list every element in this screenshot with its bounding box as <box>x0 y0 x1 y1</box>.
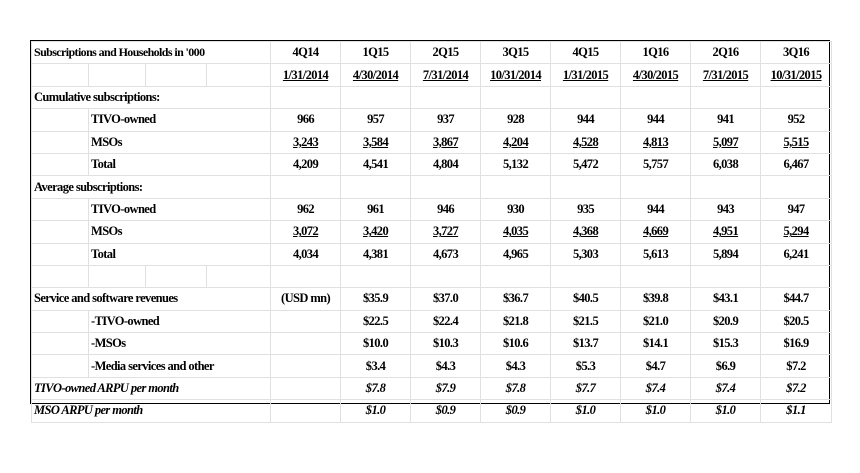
empty-cell <box>481 176 551 198</box>
data-row <box>32 153 832 175</box>
date-header: 10/31/2015 <box>761 64 832 86</box>
value-cell: 5,097 <box>691 131 761 153</box>
revenue-row <box>32 288 832 310</box>
breakdown-value: $16.9 <box>761 333 832 355</box>
value-cell: 5,894 <box>691 243 761 265</box>
value-cell: 952 <box>761 109 832 131</box>
date-header: 1/31/2015 <box>551 64 621 86</box>
value-cell: 4,813 <box>621 131 691 153</box>
revenue-value: $39.8 <box>621 288 691 310</box>
value-cell: 5,472 <box>551 153 621 175</box>
value-cell: 935 <box>551 198 621 220</box>
empty-cell <box>341 265 411 287</box>
arpu-value: $7.4 <box>621 377 691 399</box>
empty-cell <box>32 64 89 86</box>
spacer-cell <box>32 198 89 220</box>
quarter-header: 2Q15 <box>411 42 481 64</box>
empty-cell <box>207 265 271 287</box>
breakdown-value: $22.4 <box>411 310 481 332</box>
value-cell: 4,209 <box>271 153 341 175</box>
spacer-cell <box>32 109 89 131</box>
revenue-value: $35.9 <box>341 288 411 310</box>
spacer-cell <box>32 310 89 332</box>
value-cell: 947 <box>761 198 832 220</box>
empty-cell <box>271 355 341 377</box>
value-cell: 3,867 <box>411 131 481 153</box>
revenue-breakdown-row <box>32 355 832 377</box>
table-title: Subscriptions and Households in '000 <box>32 42 271 64</box>
breakdown-value: $22.5 <box>341 310 411 332</box>
spacer-cell <box>32 333 89 355</box>
data-row <box>32 131 832 153</box>
empty-cell <box>411 176 481 198</box>
date-header: 1/31/2014 <box>271 64 341 86</box>
value-cell: 962 <box>271 198 341 220</box>
breakdown-value: $5.3 <box>551 355 621 377</box>
value-cell: 944 <box>551 109 621 131</box>
value-cell: 5,294 <box>761 221 832 243</box>
row-label: Total <box>89 153 271 175</box>
row-label: Total <box>89 243 271 265</box>
value-cell: 4,035 <box>481 221 551 243</box>
empty-cell <box>341 176 411 198</box>
arpu-value: $1.0 <box>621 400 691 422</box>
empty-cell <box>271 86 341 108</box>
breakdown-value: $20.9 <box>691 310 761 332</box>
header-dates-row <box>32 64 832 86</box>
empty-cell <box>207 64 271 86</box>
arpu-label: MSO ARPU per month <box>32 400 271 422</box>
data-row <box>32 243 832 265</box>
empty-cell <box>271 400 341 422</box>
empty-cell <box>691 86 761 108</box>
value-cell: 5,515 <box>761 131 832 153</box>
empty-cell <box>411 265 481 287</box>
value-cell: 5,132 <box>481 153 551 175</box>
breakdown-value: $10.3 <box>411 333 481 355</box>
empty-cell <box>271 265 341 287</box>
spacer-cell <box>32 243 89 265</box>
arpu-value: $7.2 <box>761 377 832 399</box>
spacer-cell <box>32 221 89 243</box>
arpu-value: $1.0 <box>691 400 761 422</box>
breakdown-value: $21.8 <box>481 310 551 332</box>
arpu-value: $1.0 <box>551 400 621 422</box>
arpu-value: $7.9 <box>411 377 481 399</box>
row-label: TIVO-owned <box>89 109 271 131</box>
value-cell: 4,034 <box>271 243 341 265</box>
quarter-header: 4Q14 <box>271 42 341 64</box>
empty-cell <box>551 265 621 287</box>
section-heading: Average subscriptions: <box>32 176 271 198</box>
value-cell: 930 <box>481 198 551 220</box>
breakdown-value: $21.0 <box>621 310 691 332</box>
empty-cell <box>551 86 621 108</box>
quarter-header: 3Q15 <box>481 42 551 64</box>
value-cell: 961 <box>341 198 411 220</box>
value-cell: 6,241 <box>761 243 832 265</box>
value-cell: 3,584 <box>341 131 411 153</box>
empty-cell <box>761 86 832 108</box>
value-cell: 4,669 <box>621 221 691 243</box>
value-cell: 4,804 <box>411 153 481 175</box>
revenue-value: $43.1 <box>691 288 761 310</box>
value-cell: 957 <box>341 109 411 131</box>
value-cell: 4,368 <box>551 221 621 243</box>
arpu-value: $1.0 <box>341 400 411 422</box>
breakdown-value: $21.5 <box>551 310 621 332</box>
date-header: 4/30/2014 <box>341 64 411 86</box>
section-heading: Cumulative subscriptions: <box>32 86 271 108</box>
breakdown-value: $14.1 <box>621 333 691 355</box>
value-cell: 966 <box>271 109 341 131</box>
value-cell: 4,381 <box>341 243 411 265</box>
breakdown-value: $20.5 <box>761 310 832 332</box>
empty-cell <box>691 176 761 198</box>
empty-cell <box>621 265 691 287</box>
revenue-value: $36.7 <box>481 288 551 310</box>
value-cell: 4,951 <box>691 221 761 243</box>
arpu-value: $7.7 <box>551 377 621 399</box>
breakdown-value: $6.9 <box>691 355 761 377</box>
arpu-value: $7.8 <box>341 377 411 399</box>
value-cell: 928 <box>481 109 551 131</box>
value-cell: 941 <box>691 109 761 131</box>
arpu-value: $7.8 <box>481 377 551 399</box>
value-cell: 944 <box>621 198 691 220</box>
empty-cell <box>481 265 551 287</box>
empty-cell <box>691 265 761 287</box>
spacer-cell <box>32 153 89 175</box>
arpu-value: $7.4 <box>691 377 761 399</box>
data-row <box>32 198 832 220</box>
arpu-value: $0.9 <box>481 400 551 422</box>
breakdown-label: -Media services and other <box>89 355 271 377</box>
breakdown-value: $10.0 <box>341 333 411 355</box>
value-cell: 943 <box>691 198 761 220</box>
empty-cell <box>271 176 341 198</box>
empty-cell <box>551 176 621 198</box>
value-cell: 3,420 <box>341 221 411 243</box>
spacer-row <box>32 265 832 287</box>
section-heading-row <box>32 176 832 198</box>
row-label: MSOs <box>89 221 271 243</box>
arpu-row <box>32 377 832 399</box>
empty-cell <box>271 377 341 399</box>
row-label: TIVO-owned <box>89 198 271 220</box>
revenue-value: $37.0 <box>411 288 481 310</box>
revenue-value: $40.5 <box>551 288 621 310</box>
empty-cell <box>89 64 146 86</box>
value-cell: 4,541 <box>341 153 411 175</box>
value-cell: 3,243 <box>271 131 341 153</box>
value-cell: 944 <box>621 109 691 131</box>
value-cell: 5,613 <box>621 243 691 265</box>
value-cell: 4,528 <box>551 131 621 153</box>
data-row <box>32 109 832 131</box>
spacer-cell <box>32 355 89 377</box>
date-header: 7/31/2014 <box>411 64 481 86</box>
date-header: 7/31/2015 <box>691 64 761 86</box>
breakdown-value: $7.2 <box>761 355 832 377</box>
header-quarters-row <box>32 42 832 64</box>
empty-cell <box>271 310 341 332</box>
data-row <box>32 221 832 243</box>
empty-cell <box>411 86 481 108</box>
quarter-header: 1Q15 <box>341 42 411 64</box>
value-cell: 946 <box>411 198 481 220</box>
arpu-row <box>32 400 832 422</box>
empty-cell <box>621 176 691 198</box>
value-cell: 3,072 <box>271 221 341 243</box>
quarter-header: 1Q16 <box>621 42 691 64</box>
breakdown-label: -TIVO-owned <box>89 310 271 332</box>
revenue-label: Service and software revenues <box>32 288 271 310</box>
spacer-cell <box>32 131 89 153</box>
breakdown-value: $3.4 <box>341 355 411 377</box>
quarter-header: 4Q15 <box>551 42 621 64</box>
value-cell: 937 <box>411 109 481 131</box>
value-cell: 5,757 <box>621 153 691 175</box>
arpu-label: TIVO-owned ARPU per month <box>32 377 271 399</box>
date-header: 4/30/2015 <box>621 64 691 86</box>
breakdown-value: $10.6 <box>481 333 551 355</box>
empty-cell <box>341 86 411 108</box>
quarter-header: 2Q16 <box>691 42 761 64</box>
revenue-breakdown-row <box>32 310 832 332</box>
value-cell: 6,467 <box>761 153 832 175</box>
arpu-value: $0.9 <box>411 400 481 422</box>
value-cell: 5,303 <box>551 243 621 265</box>
section-heading-row <box>32 86 832 108</box>
breakdown-value: $4.3 <box>411 355 481 377</box>
quarter-header: 3Q16 <box>761 42 832 64</box>
breakdown-label: -MSOs <box>89 333 271 355</box>
revenue-breakdown-row <box>32 333 832 355</box>
empty-cell <box>32 265 89 287</box>
value-cell: 4,204 <box>481 131 551 153</box>
subscriptions-table <box>31 41 832 423</box>
table-body <box>32 42 832 423</box>
empty-cell <box>761 176 832 198</box>
empty-cell <box>621 86 691 108</box>
row-label: MSOs <box>89 131 271 153</box>
breakdown-value: $4.3 <box>481 355 551 377</box>
revenue-value: $44.7 <box>761 288 832 310</box>
empty-cell <box>146 64 207 86</box>
value-cell: 4,965 <box>481 243 551 265</box>
empty-cell <box>146 265 207 287</box>
empty-cell <box>761 265 832 287</box>
unit-label: (USD mn) <box>271 288 341 310</box>
breakdown-value: $4.7 <box>621 355 691 377</box>
value-cell: 6,038 <box>691 153 761 175</box>
empty-cell <box>481 86 551 108</box>
empty-cell <box>89 265 146 287</box>
breakdown-value: $15.3 <box>691 333 761 355</box>
breakdown-value: $13.7 <box>551 333 621 355</box>
value-cell: 4,673 <box>411 243 481 265</box>
arpu-value: $1.1 <box>761 400 832 422</box>
financial-table-sheet <box>30 40 830 418</box>
empty-cell <box>271 333 341 355</box>
value-cell: 3,727 <box>411 221 481 243</box>
date-header: 10/31/2014 <box>481 64 551 86</box>
